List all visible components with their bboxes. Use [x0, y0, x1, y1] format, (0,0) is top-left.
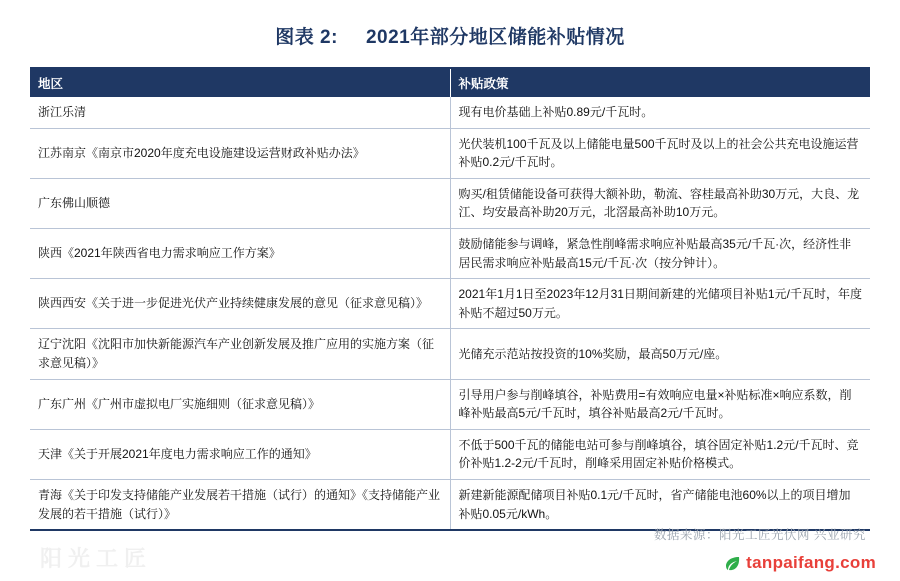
- table-row: [30, 178, 870, 228]
- cell-policy: 现有电价基础上补贴0.89元/千瓦时。: [450, 97, 870, 128]
- column-header-policy: 补贴政策: [450, 69, 870, 97]
- cell-policy: 鼓励储能参与调峰，紧急性削峰需求响应补贴最高35元/千瓦·次，经济性非居民需求响应补贴最高15元/千瓦·次（按分钟计）。: [450, 228, 870, 278]
- table-row: [30, 379, 870, 429]
- cell-region: 浙江乐清: [30, 97, 450, 128]
- figure-number: 图表 2:: [275, 27, 338, 48]
- cell-region: 陕西《2021年陕西省电力需求响应工作方案》: [30, 228, 450, 278]
- cell-policy: 不低于500千瓦的储能电站可参与削峰填谷，填谷固定补贴1.2元/千瓦时、竞价补贴1.2-2元/千瓦时，削峰采用固定补贴价格模式。: [450, 429, 870, 479]
- cell-policy: 光伏装机100千瓦及以上储能电量500千瓦时及以上的社会公共充电设施运营补贴0.2元/千瓦时。: [450, 128, 870, 178]
- column-header-region: 地区: [30, 69, 450, 97]
- source-note: 数据来源：阳光工匠光伏网 兴业研究: [654, 528, 866, 542]
- page-title: [0, 0, 900, 49]
- figure-title-text: 2021年部分地区储能补贴情况: [365, 27, 625, 48]
- table-row: [30, 279, 870, 329]
- table-row: [30, 228, 870, 278]
- brand-text: tanpaifang.com: [746, 553, 876, 572]
- leaf-icon: [724, 555, 741, 572]
- cell-region: 辽宁沈阳《沈阳市加快新能源汽车产业创新发展及推广应用的实施方案（征求意见稿）》: [30, 329, 450, 379]
- table-row: [30, 479, 870, 529]
- cell-policy: 购买/租赁储能设备可获得大额补助，勒流、容桂最高补助30万元，大良、龙江、均安最高补助20万元，北滘最高补助10万元。: [450, 178, 870, 228]
- table-body: [30, 97, 870, 529]
- cell-region: 陕西西安《关于进一步促进光伏产业持续健康发展的意见（征求意见稿）》: [30, 279, 450, 329]
- subsidy-table: [30, 69, 870, 529]
- cell-region: 江苏南京《南京市2020年度充电设施建设运营财政补贴办法》: [30, 128, 450, 178]
- table-row: [30, 429, 870, 479]
- subsidy-table-container: [30, 67, 870, 531]
- table-row: [30, 97, 870, 128]
- cell-policy: 2021年1月1日至2023年12月31日期间新建的光储项目补贴1元/千瓦时，年度补贴不超过50万元。: [450, 279, 870, 329]
- table-header-row: [30, 69, 870, 97]
- cell-region: 广东广州《广州市虚拟电厂实施细则（征求意见稿）》: [30, 379, 450, 429]
- cell-policy: 光储充示范站按投资的10%奖励，最高50万元/座。: [450, 329, 870, 379]
- brand-logo: [724, 553, 876, 573]
- cell-policy: 新建新能源配储项目补贴0.1元/千瓦时，省产储能电池60%以上的项目增加补贴0.05元/kWh。: [458, 487, 851, 521]
- cell-region: 天津《关于开展2021年度电力需求响应工作的通知》: [30, 429, 450, 479]
- cell-policy: 引导用户参与削峰填谷，补贴费用=有效响应电量×补贴标准×响应系数，削峰补贴最高5元/千瓦时，填谷补贴最高2元/千瓦时。: [450, 379, 870, 429]
- table-row: [30, 128, 870, 178]
- watermark-text: 阳光工匠: [40, 546, 153, 571]
- table-header: [30, 69, 870, 97]
- table-row: [30, 329, 870, 379]
- cell-region: 广东佛山顺德: [30, 178, 450, 228]
- cell-region: 青海《关于印发支持储能产业发展若干措施（试行）的通知》《支持储能产业发展的若干措施（试行）》: [30, 479, 450, 529]
